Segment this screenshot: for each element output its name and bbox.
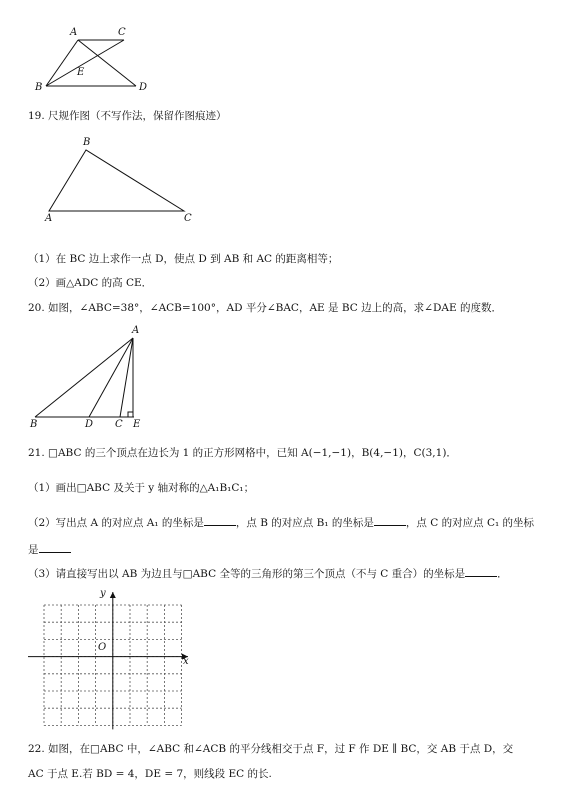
label-A: A bbox=[70, 27, 78, 38]
x-axis-label: x bbox=[183, 656, 189, 667]
q21-part3: （3）请直接写出以 AB 为边且与□ABC 全等的三角形的第三个顶点（不与 C 重合）的坐标是 ． bbox=[28, 568, 508, 580]
label-C: C bbox=[118, 27, 126, 38]
q19-part1: （1）在 BC 边上求作一点 D，使点 D 到 AB 和 AC 的距离相等； bbox=[28, 253, 339, 265]
q21-part2: （2）写出点 A 的对应点 A₁ 的坐标是 ，点 B 的对应点 B₁ 的坐标是 ，点 C 的对应点 C₁ 的坐标 bbox=[28, 517, 535, 529]
label-D: D bbox=[139, 82, 148, 93]
q21-stem: 21. □ABC 的三个顶点在边长为 1 的正方形网格中，已知 A(−1,−1)，B(4,−1)，C(3,1)． bbox=[28, 447, 457, 459]
label-B: B bbox=[30, 419, 38, 430]
q22-line2: AC 于点 E.若 BD = 4，DE = 7，则线段 EC 的长. bbox=[28, 768, 272, 780]
y-axis-arrow bbox=[110, 592, 116, 598]
q22-line1: 22. 如图，在□ABC 中，∠ABC 和∠ACB 的平分线相交于点 F，过 F 作 DE ∥ BC，交 AB 于点 D，交 bbox=[28, 743, 514, 755]
y-axis-label: y bbox=[100, 588, 106, 599]
label-E: E bbox=[133, 419, 141, 430]
label-E: E bbox=[77, 67, 85, 78]
q19-stem: 19. 尺规作图（不写作法，保留作图痕迹） bbox=[28, 110, 227, 122]
label-B: B bbox=[35, 82, 43, 93]
q21-part1: （1）画出□ABC 及关于 y 轴对称的△A₁B₁C₁； bbox=[28, 482, 255, 494]
label-B: B bbox=[83, 137, 91, 148]
label-C: C bbox=[184, 213, 192, 224]
q19-part2: （2）画△ADC 的高 CE． bbox=[28, 277, 153, 289]
q21-part2-cont: 是 bbox=[28, 542, 71, 557]
q20-stem: 20. 如图，∠ABC=38°，∠ACB=100°，AD 平分∠BAC，AE 是 BC 边上的高，求∠DAE 的度数． bbox=[28, 302, 502, 314]
label-D: D bbox=[85, 419, 94, 430]
label-A: A bbox=[132, 325, 140, 336]
label-C: C bbox=[115, 419, 123, 430]
label-A: A bbox=[45, 213, 53, 224]
origin-label: O bbox=[98, 642, 107, 653]
